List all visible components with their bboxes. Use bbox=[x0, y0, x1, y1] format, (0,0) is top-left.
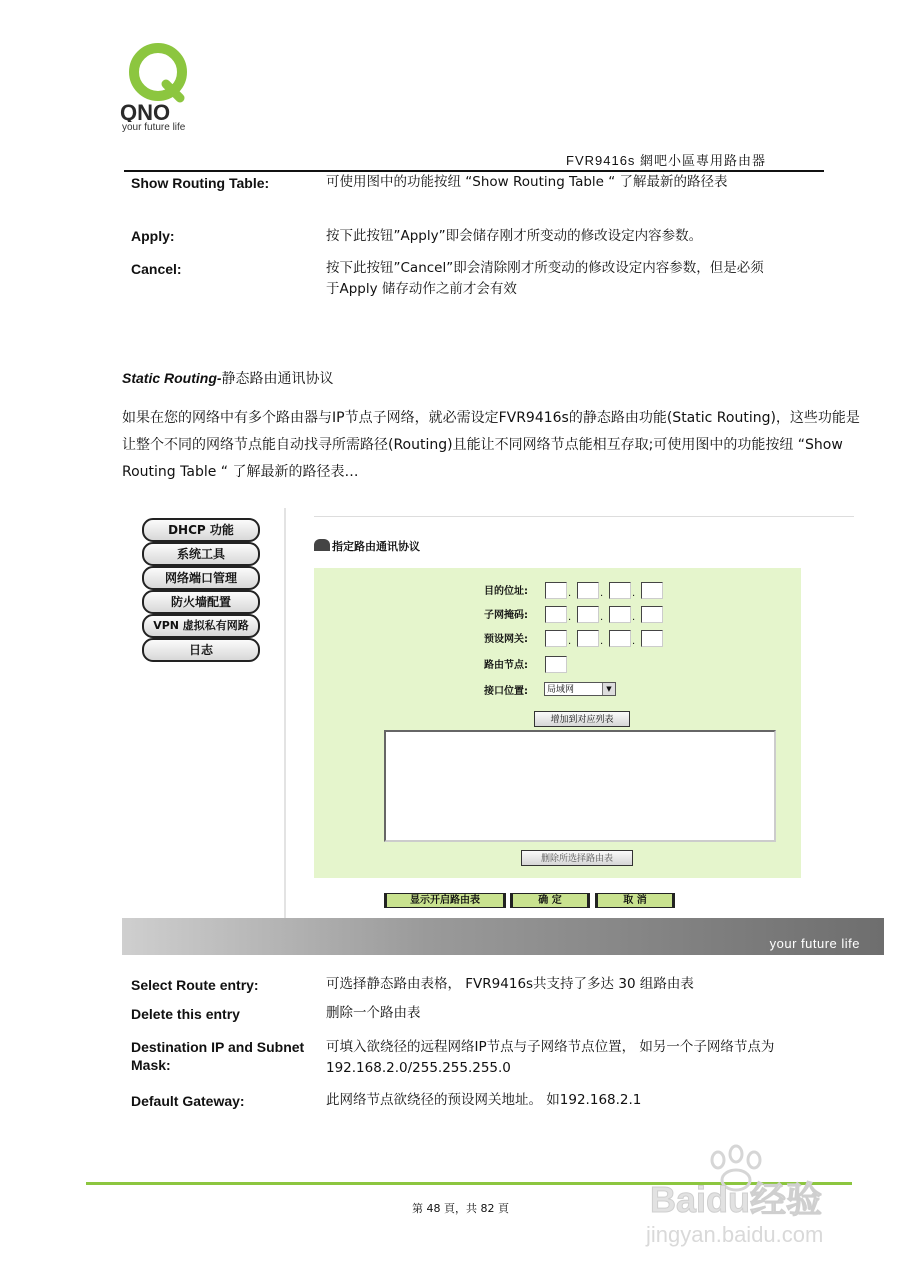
iface-select-value: 局域网 bbox=[547, 685, 575, 695]
dest-ip-octet-2[interactable] bbox=[577, 582, 599, 599]
dest-ip-label: 目的位址: bbox=[484, 586, 528, 597]
iface-label: 接口位置: bbox=[484, 686, 528, 697]
dest-ip-octet-1[interactable] bbox=[545, 582, 567, 599]
gateway-octet-1[interactable] bbox=[545, 630, 567, 647]
baidu-watermark bbox=[640, 1140, 870, 1250]
gateway-octet-3[interactable] bbox=[609, 630, 631, 647]
def-desc-dest-ip: 可填入欲绕径的远程网络IP节点与子网络节点位置， 如另一个子网络节点为192.168.2.0/255.255.255.0 bbox=[326, 1039, 775, 1076]
nav-port-management[interactable]: 网络端口管理 bbox=[142, 566, 260, 590]
delete-route-button[interactable]: 删除所选择路由表 bbox=[521, 850, 633, 866]
intro-paragraph: 如果在您的网络中有多个路由器与IP节点子网络，就必需设定FVR9416s的静态路由功能(Static Routing)，这些功能是让整个不同的网络节点能自动找寻所需路径(Routing)且能让不同网络节点能相互存取;可使用图中的功能按纽 “Show Routing Table “ 了解最新的路径表… bbox=[122, 410, 860, 480]
apply-button[interactable]: 确 定 bbox=[510, 893, 590, 908]
panel-title: 指定路由通讯协议 bbox=[332, 540, 420, 553]
def-label-apply: Apply: bbox=[131, 228, 175, 244]
def-label-default-gateway: Default Gateway: bbox=[131, 1093, 245, 1109]
nav-log[interactable]: 日志 bbox=[142, 638, 260, 662]
watermark-url: jingyan.baidu.com bbox=[646, 1222, 824, 1247]
nav-system-tools[interactable]: 系统工具 bbox=[142, 542, 260, 566]
dest-ip-octet-3[interactable] bbox=[609, 582, 631, 599]
logo-tagline: your future life bbox=[122, 122, 186, 133]
router-ui-screenshot bbox=[122, 508, 884, 955]
cancel-button[interactable]: 取 消 bbox=[595, 893, 675, 908]
iface-select[interactable] bbox=[544, 682, 616, 696]
section-title-en: Static Routing- bbox=[122, 370, 222, 386]
header-title: FVR9416s 網吧小區專用路由器 bbox=[566, 153, 767, 168]
nav-dhcp[interactable]: DHCP 功能 bbox=[142, 518, 260, 542]
footer-slogan: your future life bbox=[769, 936, 860, 951]
qno-logo-mark bbox=[118, 40, 204, 122]
add-route-button[interactable]: 增加到对应列表 bbox=[534, 711, 630, 727]
baidu-paw-icon bbox=[640, 1140, 870, 1250]
subnet-octet-4[interactable] bbox=[641, 606, 663, 623]
section-title-cn: 静态路由通讯协议 bbox=[221, 371, 334, 387]
subnet-label: 子网掩码: bbox=[484, 610, 528, 621]
logo-wordmark: QNO bbox=[120, 100, 171, 122]
hop-count-input[interactable] bbox=[545, 656, 567, 673]
screenshot-top-line bbox=[314, 516, 854, 517]
section-title bbox=[122, 368, 334, 388]
def-label-select-route: Select Route entry: bbox=[131, 977, 259, 993]
hop-label: 路由节点: bbox=[484, 660, 528, 671]
static-route-form: 目的位址: . . . 子网掩码: . . . 预设网关: . . . 路由节点: 接口位置: 局域网 ▼ 增加到对应列表 删除所选择路由表 bbox=[314, 568, 801, 878]
watermark-brand: Baidu经验 bbox=[650, 1179, 823, 1220]
show-routing-table-button[interactable]: 显示开启路由表 bbox=[384, 893, 506, 908]
def-label-delete-entry: Delete this entry bbox=[131, 1006, 240, 1022]
def-label-dest-ip: Destination IP and Subnet Mask: bbox=[131, 1039, 305, 1073]
def-desc-show-routing: 可使用图中的功能按纽 “Show Routing Table “ 了解最新的路径表 bbox=[326, 174, 728, 190]
chevron-down-icon: ▼ bbox=[602, 683, 615, 695]
nav-firewall[interactable]: 防火墙配置 bbox=[142, 590, 260, 614]
def-label-cancel: Cancel: bbox=[131, 261, 182, 277]
gateway-label: 预设网关: bbox=[484, 634, 528, 645]
def-desc-delete-entry: 删除一个路由表 bbox=[326, 1005, 421, 1021]
subnet-octet-3[interactable] bbox=[609, 606, 631, 623]
qno-logo bbox=[118, 40, 204, 140]
def-desc-select-route: 可选择静态路由表格， FVR9416s共支持了多达 30 组路由表 bbox=[326, 976, 694, 992]
nav-vpn[interactable]: VPN 虚拟私有网路 bbox=[142, 614, 260, 638]
route-list-box[interactable] bbox=[384, 730, 776, 842]
def-desc-default-gateway: 此网络节点欲绕径的预设网关地址。 如192.168.2.1 bbox=[326, 1092, 642, 1108]
screenshot-footer-bar bbox=[122, 918, 884, 955]
subnet-octet-2[interactable] bbox=[577, 606, 599, 623]
screenshot-divider bbox=[284, 508, 286, 928]
gateway-octet-4[interactable] bbox=[641, 630, 663, 647]
page-number: 第 48 頁，共 82 頁 bbox=[412, 1202, 509, 1215]
def-desc-cancel: 按下此按钮”Cancel”即会清除刚才所变动的修改设定内容参数，但是必须于Apply 储存动作之前才会有效 bbox=[326, 260, 764, 297]
subnet-octet-1[interactable] bbox=[545, 606, 567, 623]
def-label-show-routing: Show Routing Table: bbox=[131, 175, 270, 191]
gateway-octet-2[interactable] bbox=[577, 630, 599, 647]
panel-tab-icon bbox=[314, 539, 330, 551]
panel-heading bbox=[314, 538, 420, 554]
def-desc-apply: 按下此按钮”Apply”即会储存刚才所变动的修改设定内容参数。 bbox=[326, 228, 703, 244]
dest-ip-octet-4[interactable] bbox=[641, 582, 663, 599]
